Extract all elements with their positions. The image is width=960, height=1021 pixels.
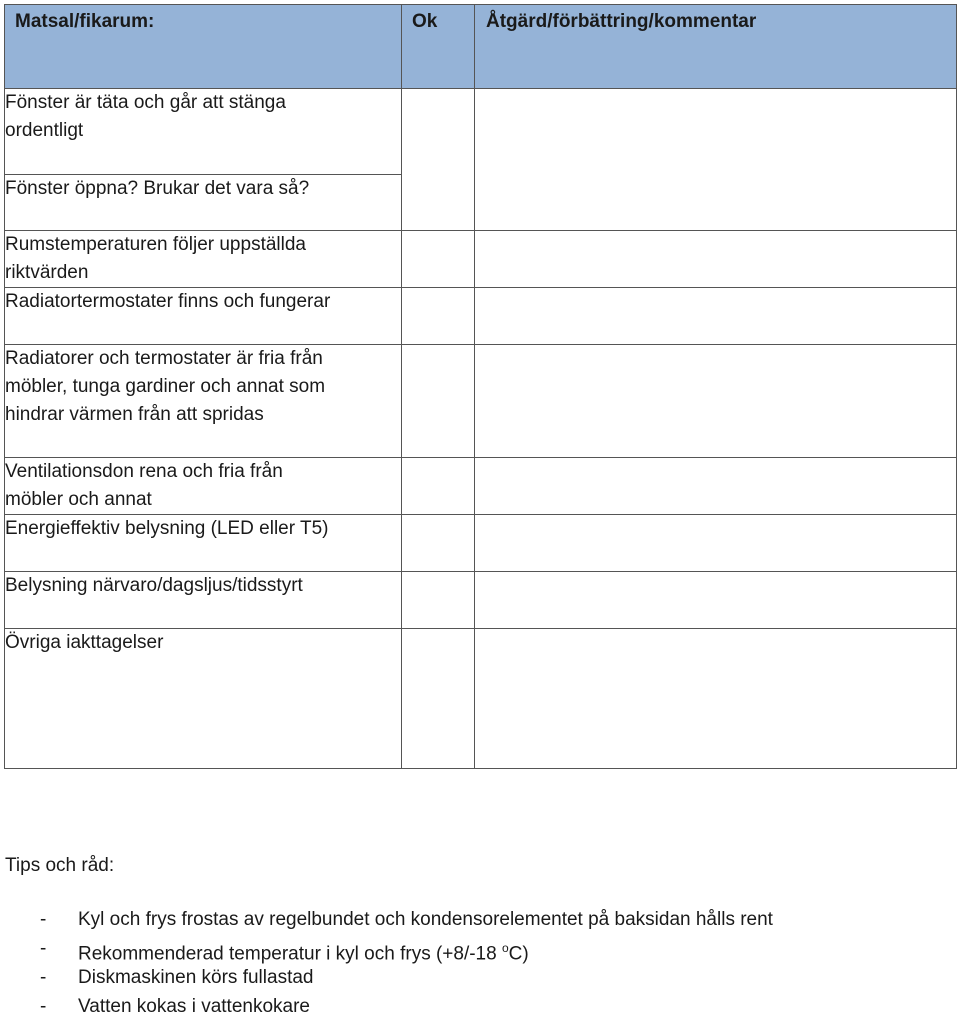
- row-label-line: Belysning närvaro/dagsljus/tidsstyrt: [5, 575, 303, 596]
- header-action: Åtgärd/förbättring/kommentar: [475, 5, 957, 89]
- header-ok: Ok: [402, 5, 475, 89]
- ok-cell[interactable]: [402, 572, 475, 629]
- header-matsal: Matsal/fikarum:: [5, 5, 402, 89]
- table-row: [5, 345, 957, 458]
- ok-cell[interactable]: [402, 629, 475, 769]
- checklist-table: [4, 4, 957, 769]
- ok-cell[interactable]: [402, 345, 475, 458]
- ok-cell[interactable]: [402, 515, 475, 572]
- row-label-line: Fönster öppna? Brukar det vara så?: [5, 178, 310, 199]
- row-label: [5, 515, 402, 572]
- row-label-line: Radiatorer och termostater är fria från: [5, 348, 323, 369]
- table-header-row: [5, 5, 957, 89]
- ok-cell[interactable]: [402, 288, 475, 345]
- tip-item: [0, 905, 773, 934]
- row-label-line: möbler och annat: [5, 489, 152, 510]
- tip-text: Kyl och frys frostas av regelbundet och kondensorelementet på baksidan hålls rent: [78, 909, 773, 930]
- tip-item: [0, 934, 773, 963]
- table-row: [5, 231, 957, 288]
- table-row: [5, 288, 957, 345]
- row-label-line: hindrar värmen från att spridas: [5, 404, 264, 425]
- tip-item: [0, 963, 773, 992]
- ok-cell[interactable]: [402, 231, 475, 288]
- tip-text: Rekommenderad temperatur i kyl och frys (+8/-18: [78, 943, 502, 965]
- comment-cell[interactable]: [475, 345, 957, 458]
- row-label: [5, 288, 402, 345]
- table-row: [5, 572, 957, 629]
- row-label-line: riktvärden: [5, 262, 89, 283]
- comment-cell[interactable]: [475, 629, 957, 769]
- tip-text: Vatten kokas i vattenkokare: [78, 996, 310, 1017]
- table-row: [5, 629, 957, 769]
- row-label-line: ordentligt: [5, 120, 84, 141]
- row-label: [5, 89, 402, 175]
- row-label-line: Övriga iakttagelser: [5, 632, 164, 653]
- row-label: [5, 231, 402, 288]
- comment-cell[interactable]: [475, 231, 957, 288]
- row-label-line: Energieffektiv belysning (LED eller T5): [5, 518, 329, 539]
- tips-list: [0, 905, 773, 1021]
- tips-title: Tips och råd:: [5, 855, 115, 876]
- comment-cell[interactable]: [475, 572, 957, 629]
- row-label-line: Radiatortermostater finns och fungerar: [5, 291, 331, 312]
- comment-cell[interactable]: [475, 515, 957, 572]
- bullet-dash: -: [40, 909, 47, 930]
- bullet-dash: -: [40, 967, 47, 988]
- ok-cell[interactable]: [402, 458, 475, 515]
- tip-item: [0, 992, 773, 1021]
- row-label-line: Ventilationsdon rena och fria från: [5, 461, 283, 482]
- row-label: [5, 345, 402, 458]
- row-label-line: Fönster är täta och går att stänga: [5, 92, 286, 113]
- row-label: [5, 458, 402, 515]
- row-label: [5, 629, 402, 769]
- table-row: [5, 458, 957, 515]
- row-label-line: möbler, tunga gardiner och annat som: [5, 376, 326, 397]
- comment-cell[interactable]: [475, 288, 957, 345]
- temp-unit: C): [508, 943, 529, 965]
- table-row: [5, 515, 957, 572]
- comment-cell[interactable]: [475, 458, 957, 515]
- degree-superscript: o: [501, 941, 509, 955]
- bullet-dash: -: [40, 996, 47, 1017]
- comment-cell[interactable]: [475, 89, 957, 231]
- ok-cell[interactable]: [402, 89, 475, 231]
- row-label: [5, 175, 402, 231]
- table-row: [5, 89, 957, 175]
- bullet-dash: -: [40, 938, 47, 959]
- row-label: [5, 572, 402, 629]
- tip-text: Diskmaskinen körs fullastad: [78, 967, 314, 988]
- row-label-line: Rumstemperaturen följer uppställda: [5, 234, 306, 255]
